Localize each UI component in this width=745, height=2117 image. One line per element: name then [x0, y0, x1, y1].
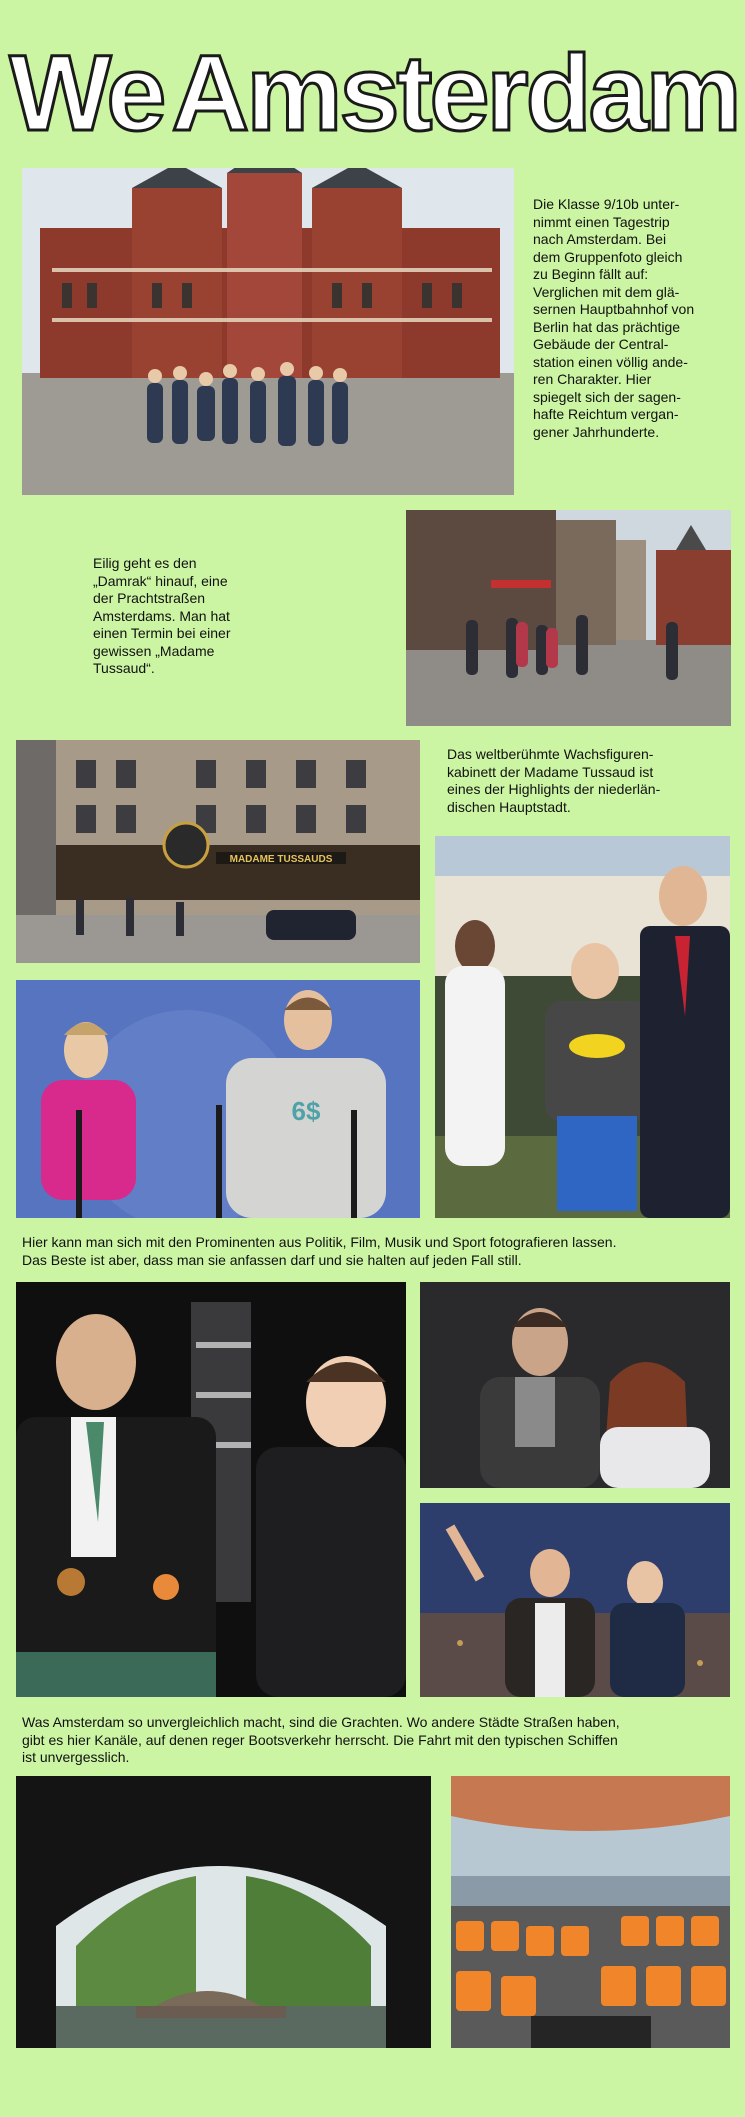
title-word-we: We — [9, 32, 164, 153]
photo-wax-figure-politician — [16, 980, 420, 1218]
photo-wax-figure-kilt — [16, 1282, 406, 1697]
page-title — [9, 32, 739, 153]
photo-canal-boat-interior — [451, 1776, 730, 2048]
tussauds-sign: MADAME TUSSAUDS — [229, 854, 333, 865]
title-word-amsterdam: Amsterdam — [171, 32, 739, 153]
photo-madame-tussauds-building — [16, 740, 420, 963]
photo-wax-figures-trio — [435, 836, 730, 1218]
photo-central-station-group — [22, 168, 514, 495]
caption-celebrities: Hier kann man sich mit den Prominenten aus Politik, Film, Musik und Sport fotografieren lassen. Das Beste ist aber, dass man sie anfassen darf und sie halten auf jeden Fall still. — [22, 1234, 617, 1268]
photo-wax-figure-actor — [420, 1282, 730, 1488]
photo-wax-figure-singer — [420, 1503, 730, 1697]
caption-tussaud: Das weltberühmte Wachsfiguren- kabinett der Madame Tussaud ist eines der Highlights der niederlän- dischen Hauptstadt. — [447, 746, 661, 815]
photo-damrak-street — [406, 510, 731, 726]
svg-text:6$: 6$ — [291, 1096, 321, 1126]
photo-canal-bridge — [16, 1776, 431, 2048]
caption-damrak: Eilig geht es den „Damrak“ hinauf, eine der Prachtstraßen Amsterdams. Man hat einen Termin bei einer gewissen „Madame Tussaud“. — [93, 555, 231, 676]
caption-intro: Die Klasse 9/10b unter- nimmt einen Tagestrip nach Amsterdam. Bei dem Gruppenfoto gleich zu Beginn fällt auf: Verglichen mit dem glä- sernen Hauptbahnhof von Berlin hat das prächtige Gebäude der Central- station einen völlig ande- ren Charakter. Hier spiegelt sich der sagen- hafte Reichtum vergan- gener Jahrhunderte. — [533, 196, 695, 440]
caption-canals: Was Amsterdam so unvergleichlich macht, sind die Grachten. Wo andere Städte Straßen haben, gibt es hier Kanäle, auf denen reger Bootsverkehr herrscht. Die Fahrt mit den typischen Schiffen ist unvergesslich. — [22, 1714, 620, 1765]
